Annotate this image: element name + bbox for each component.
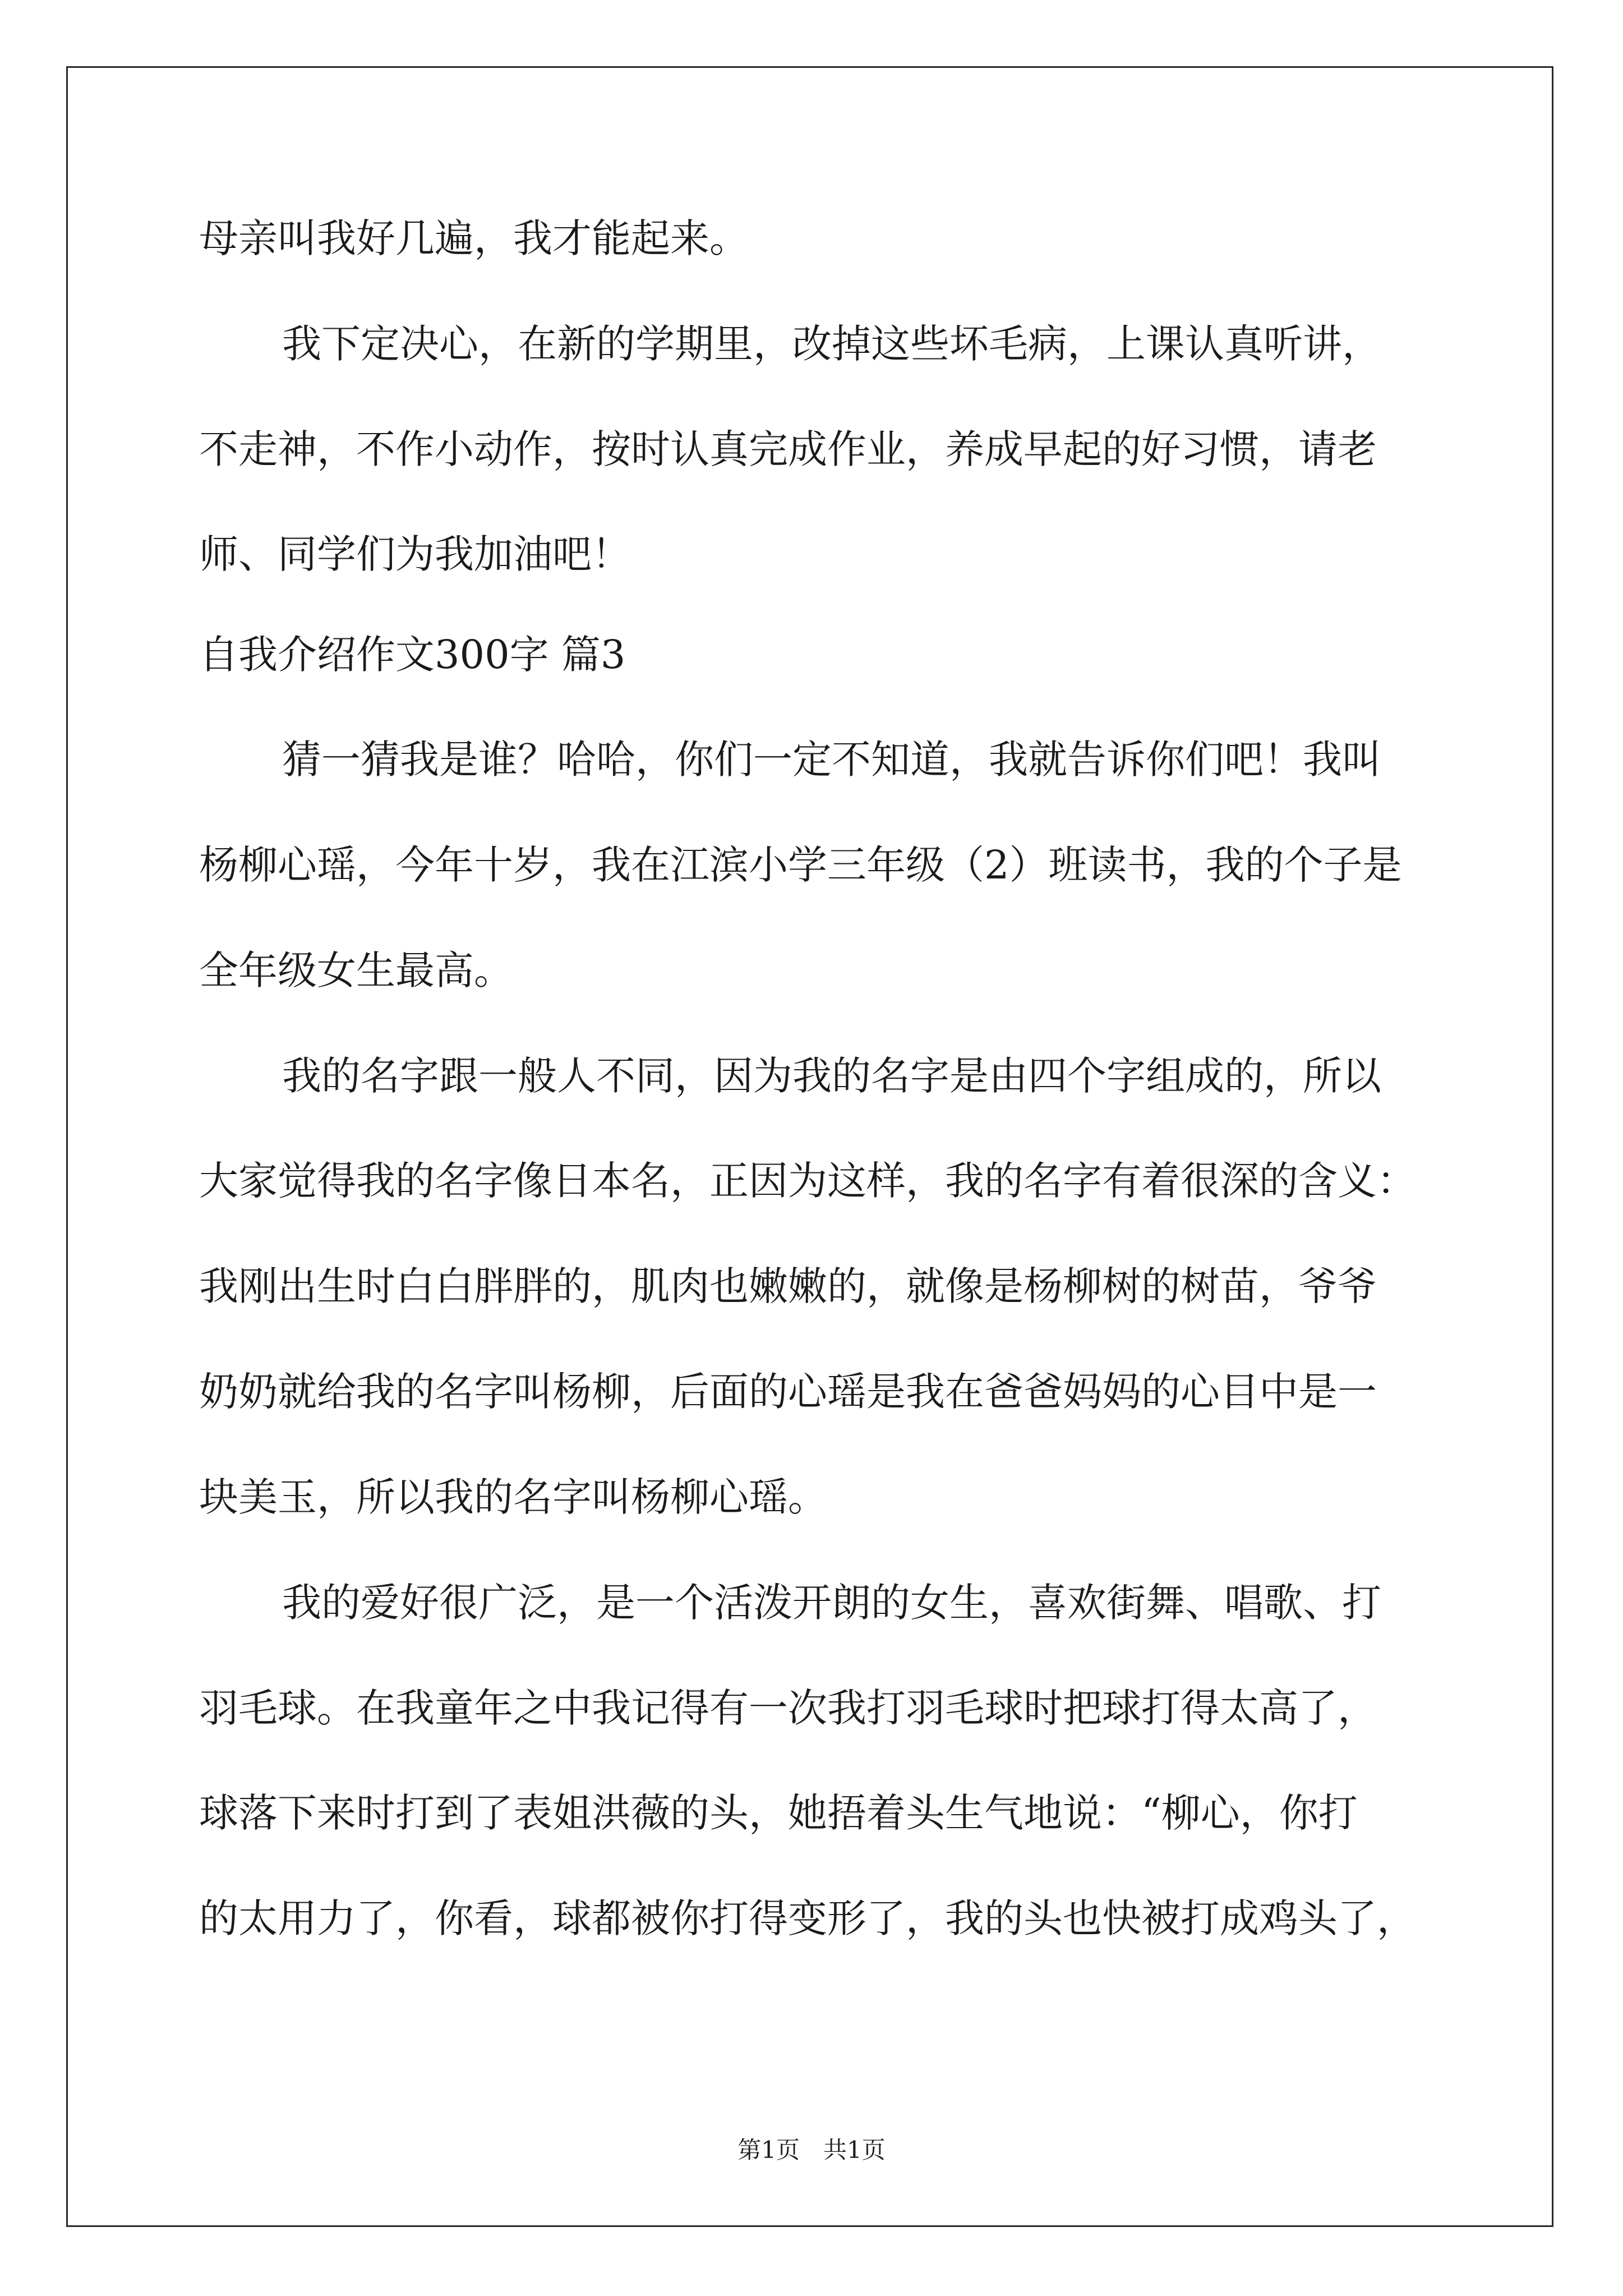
text-line: 我刚出生时白白胖胖的，肌肉也嫩嫩的，就像是杨柳树的树苗，爷爷 [199,1263,1377,1309]
text-line: 杨柳心瑶，今年十岁，我在江滨小学三年级（2）班读书，我的个子是 [199,842,1402,888]
text-line: 母亲叫我好几遍，我才能起来。 [199,215,749,261]
text-line: 块美玉，所以我的名字叫杨柳心瑶。 [199,1474,827,1520]
text-line: 我下定决心，在新的学期里，改掉这些坏毛病，上课认真听讲， [282,321,1381,367]
text-line: 羽毛球。在我童年之中我记得有一次我打羽毛球时把球打得太高了， [199,1685,1377,1731]
text-line: 的太用力了，你看，球都被你打得变形了，我的头也快被打成鸡头了， [199,1895,1416,1941]
section-heading: 自我介绍作文300字 篇3 [199,632,626,678]
text-line: 猜一猜我是谁？哈哈，你们一定不知道，我就告诉你们吧！我叫 [282,737,1381,783]
text-line: 大家觉得我的名字像日本名，正因为这样，我的名字有着很深的含义： [199,1158,1416,1204]
text-line: 不走神，不作小动作，按时认真完成作业，养成早起的好习惯，请老 [199,426,1377,472]
text-line: 我的爱好很广泛，是一个活泼开朗的女生，喜欢街舞、唱歌、打 [282,1580,1381,1626]
text-line: 师、同学们为我加油吧！ [199,531,631,577]
page-number: 第1页 共1页 [737,2136,886,2164]
text-line: 我的名字跟一般人不同，因为我的名字是由四个字组成的，所以 [282,1053,1381,1099]
text-line: 全年级女生最高。 [199,947,513,993]
text-line: 球落下来时打到了表姐洪薇的头，她捂着头生气地说：“柳心，你打 [199,1790,1358,1836]
text-line: 奶奶就给我的名字叫杨柳，后面的心瑶是我在爸爸妈妈的心目中是一 [199,1369,1377,1415]
